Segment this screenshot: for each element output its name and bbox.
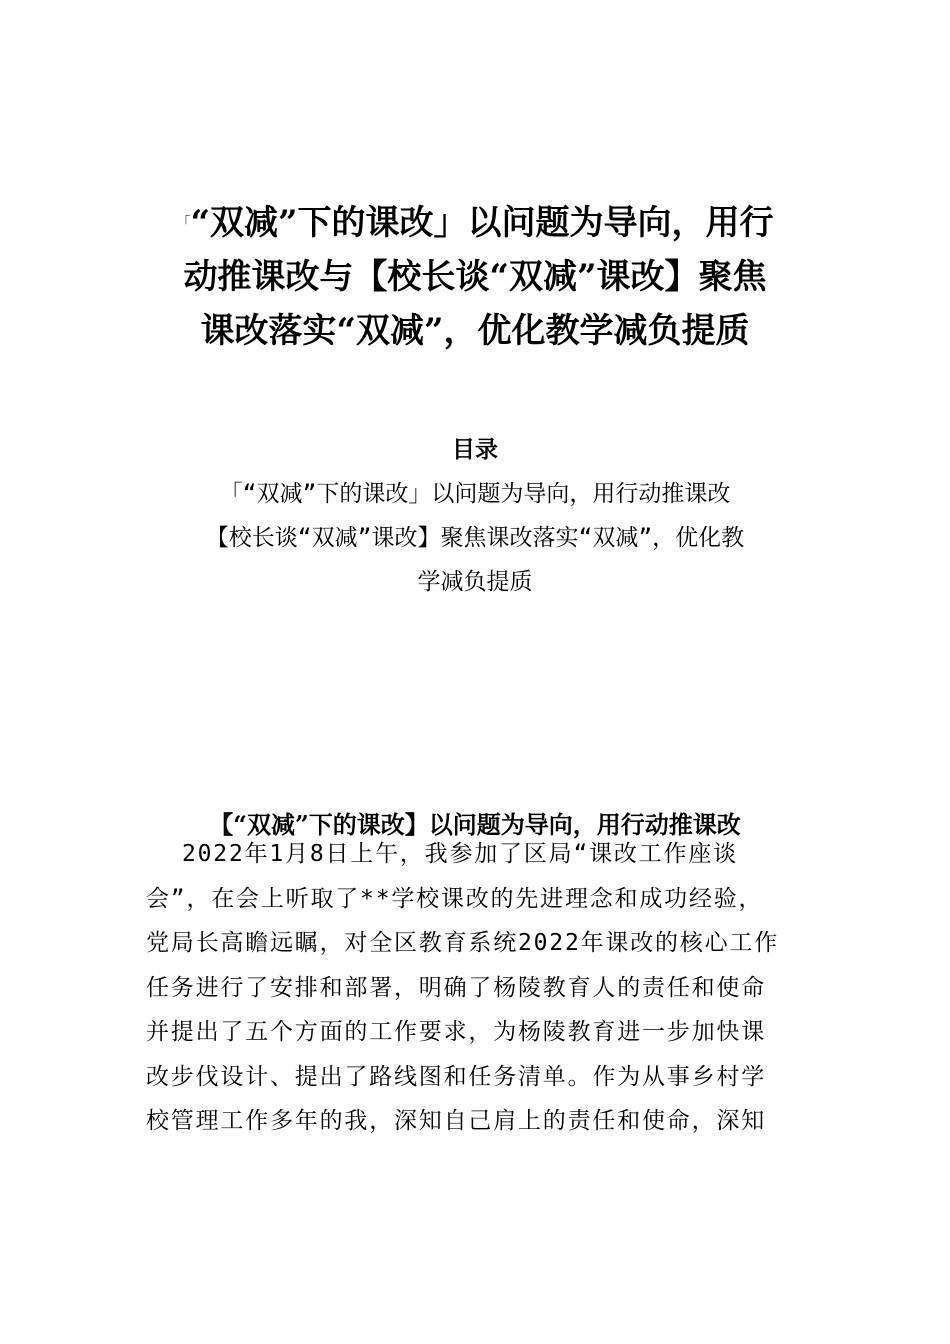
title-prefix-bracket: 「 xyxy=(176,215,191,231)
toc-item-2-continued: 学减负提质 xyxy=(417,569,533,595)
toc-item-1: 「“双减”下的课改」以问题为导向，用行动推课改 xyxy=(219,481,731,507)
body-line: 改步伐设计、提出了路线图和任务清单。作为从事乡村学 xyxy=(146,1063,766,1090)
document-title xyxy=(140,196,810,358)
title-line-3: 课改落实“双减”，优化教学减负提质 xyxy=(200,311,750,351)
title-line-1 xyxy=(140,196,810,250)
title-line-2: 动推课改与【校长谈“双减”课改】聚焦 xyxy=(183,257,767,297)
table-of-contents xyxy=(140,428,810,604)
body-line: 并提出了五个方面的工作要求，为杨陵教育进一步加快课 xyxy=(146,1019,766,1045)
title-line-1-text: “双减”下的课改」以问题为导向，用行 xyxy=(190,203,774,243)
body-line: 校管理工作多年的我，深知自己肩上的责任和使命，深知 xyxy=(146,1108,766,1134)
body-line: 2022年1月8日上午，我参加了区局“课改工作座谈 xyxy=(182,841,738,867)
body-line: 会”，在会上听取了**学校课改的先进理念和成功经验， xyxy=(146,885,764,912)
body-line: 党局长高瞻远瞩，对全区教育系统2022年课改的核心工作 xyxy=(146,930,779,956)
body-line: 任务进行了安排和部署，明确了杨陵教育人的责任和使命 xyxy=(146,974,766,1001)
body-paragraph xyxy=(146,832,806,1144)
section-heading: 【“双减”下的课改】以问题为导向，用行动推课改 xyxy=(209,810,741,839)
toc-heading: 目录 xyxy=(452,437,498,463)
toc-item-2: 【校长谈“双减”课改】聚焦课改落实“双减”，优化教 xyxy=(205,525,745,551)
